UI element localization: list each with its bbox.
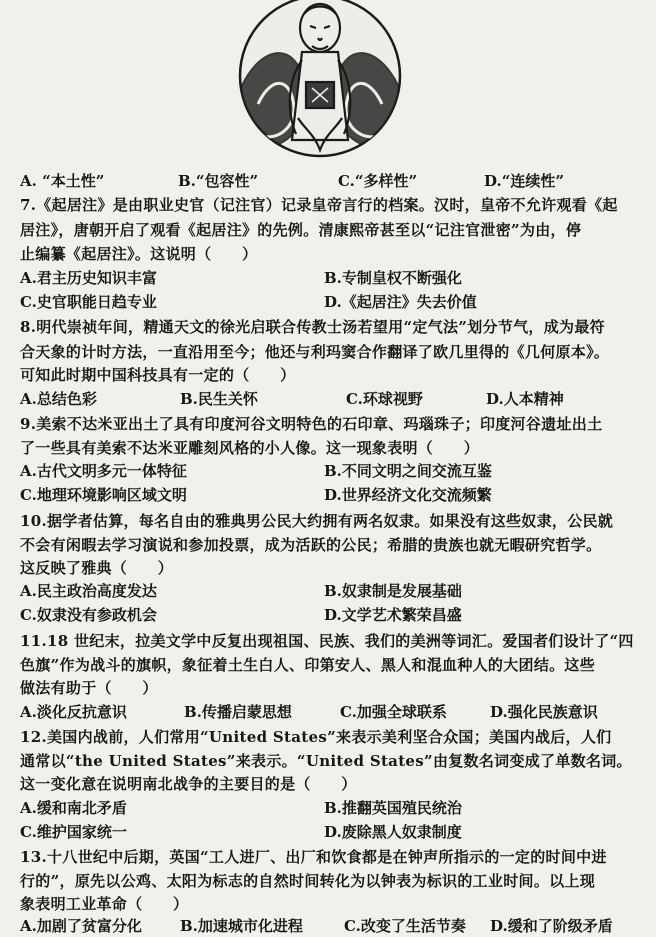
q7-option-a: A.君主历史知识丰富 <box>20 269 157 287</box>
q10-stem-line: 不会有闲暇去学习演说和参加投票，成为活跃的公民；希腊的贵族也就无暇研究哲学。 <box>20 536 602 554</box>
q9-stem-line: 9.美索不达米亚出土了具有印度河谷文明特色的石印章、玛瑙珠子；印度河谷遗址出土 <box>20 415 603 433</box>
q12-option-c: C.维护国家统一 <box>20 823 127 841</box>
q11-option-d: D.强化民族意识 <box>490 703 598 721</box>
q8-stem-line: 可知此时期中国科技具有一定的（ ） <box>20 366 296 384</box>
q13-option-b: B.加速城市化进程 <box>180 917 303 935</box>
q13-stem-line: 13.十八世纪中后期，英国“工人进厂、出厂和饮食都是在钟声所指示的一定的时间中进 <box>20 848 607 866</box>
q8-option-b: B.民生关怀 <box>180 390 258 408</box>
q13-stem-line: 行的”，原先以公鸡、太阳为标志的自然时间转化为以钟表为标识的工业时间。以上现 <box>20 872 596 890</box>
q12-option-d: D.废除黑人奴隶制度 <box>324 823 462 841</box>
q13-option-d: D.缓和了阶级矛盾 <box>490 917 613 935</box>
q12-option-a: A.缓和南北矛盾 <box>20 799 127 817</box>
q11-option-c: C.加强全球联系 <box>340 703 447 721</box>
q6-option-a: A. “本土性” <box>20 172 105 190</box>
q13-stem-line: 象表明工业革命（ ） <box>20 895 189 913</box>
q9-option-d: D.世界经济文化交流频繁 <box>324 486 492 504</box>
q11-stem-line: 11.18 世纪末，拉美文学中反复出现祖国、民族、我们的美洲等词汇。爱国者们设计了“四 <box>20 632 634 650</box>
q13-option-c: C.改变了生活节奏 <box>344 917 466 935</box>
q10-option-b: B.奴隶制是发展基础 <box>324 582 462 600</box>
q7-stem-line: 居注》，唐朝开启了观看《起居注》的先例。清康熙帝甚至以“记注官泄密”为由，停 <box>20 221 582 239</box>
q9-option-b: B.不同文明之间交流互鉴 <box>324 462 492 480</box>
q9-option-a: A.古代文明多元一体特征 <box>20 462 187 480</box>
q12-stem-line: 这一变化意在说明南北战争的主要目的是（ ） <box>20 775 357 793</box>
medal-illustration <box>232 0 408 160</box>
q11-stem-line: 做法有助于（ ） <box>20 679 158 697</box>
q7-stem-line: 止编纂《起居注》。这说明（ ） <box>20 245 258 263</box>
q9-option-c: C.地理环境影响区域文明 <box>20 486 187 504</box>
q7-option-d: D.《起居注》失去价值 <box>324 293 477 311</box>
q10-option-c: C.奴隶没有参政机会 <box>20 606 157 624</box>
q13-option-a: A.加剧了贫富分化 <box>20 917 142 935</box>
q8-stem-line: 合天象的计时方法，一直沿用至今；他还与利玛窦合作翻译了欧几里得的《几何原本》。 <box>20 343 610 361</box>
q10-option-d: D.文学艺术繁荣昌盛 <box>324 606 462 624</box>
q7-option-c: C.史官职能日趋专业 <box>20 293 157 311</box>
q11-option-b: B.传播启蒙思想 <box>184 703 292 721</box>
q7-option-b: B.专制皇权不断强化 <box>324 269 462 287</box>
q6-option-c: C.“多样性” <box>338 172 418 190</box>
q8-stem-line: 8.明代崇祯年间，精通天文的徐光启联合传教士汤若望用“定气法”划分节气，成为最符 <box>20 318 605 336</box>
q9-stem-line: 了一些具有美索不达米亚雕刻风格的小人像。这一现象表明（ ） <box>20 439 480 457</box>
q8-option-c: C.环球视野 <box>346 390 423 408</box>
q7-stem-line: 7.《起居注》是由职业史官（记注官）记录皇帝言行的档案。汉时，皇帝不允许观看《起 <box>20 196 618 214</box>
q10-stem-line: 这反映了雅典（ ） <box>20 559 174 577</box>
q6-option-b: B.“包容性” <box>178 172 259 190</box>
q12-stem-line: 12.美国内战前，人们常用“United States”来表示美利坚合众国；美国内战后，人们 <box>20 728 612 746</box>
q8-option-d: D.人本精神 <box>486 390 564 408</box>
q12-stem-line: 通常以“the United States”来表示。“United States”由复数名词变成了单数名词。 <box>20 752 632 770</box>
q8-option-a: A.总结色彩 <box>20 390 97 408</box>
q6-option-d: D.“连续性” <box>484 172 564 190</box>
q12-option-b: B.推翻英国殖民统治 <box>324 799 462 817</box>
q11-option-a: A.淡化反抗意识 <box>20 703 127 721</box>
q11-stem-line: 色旗”作为战斗的旗帜，象征着土生白人、印第安人、黑人和混血种人的大团结。这些 <box>20 656 596 674</box>
q10-option-a: A.民主政治高度发达 <box>20 582 157 600</box>
q10-stem-line: 10.据学者估算，每名自由的雅典男公民大约拥有两名奴隶。如果没有这些奴隶，公民就 <box>20 512 614 530</box>
